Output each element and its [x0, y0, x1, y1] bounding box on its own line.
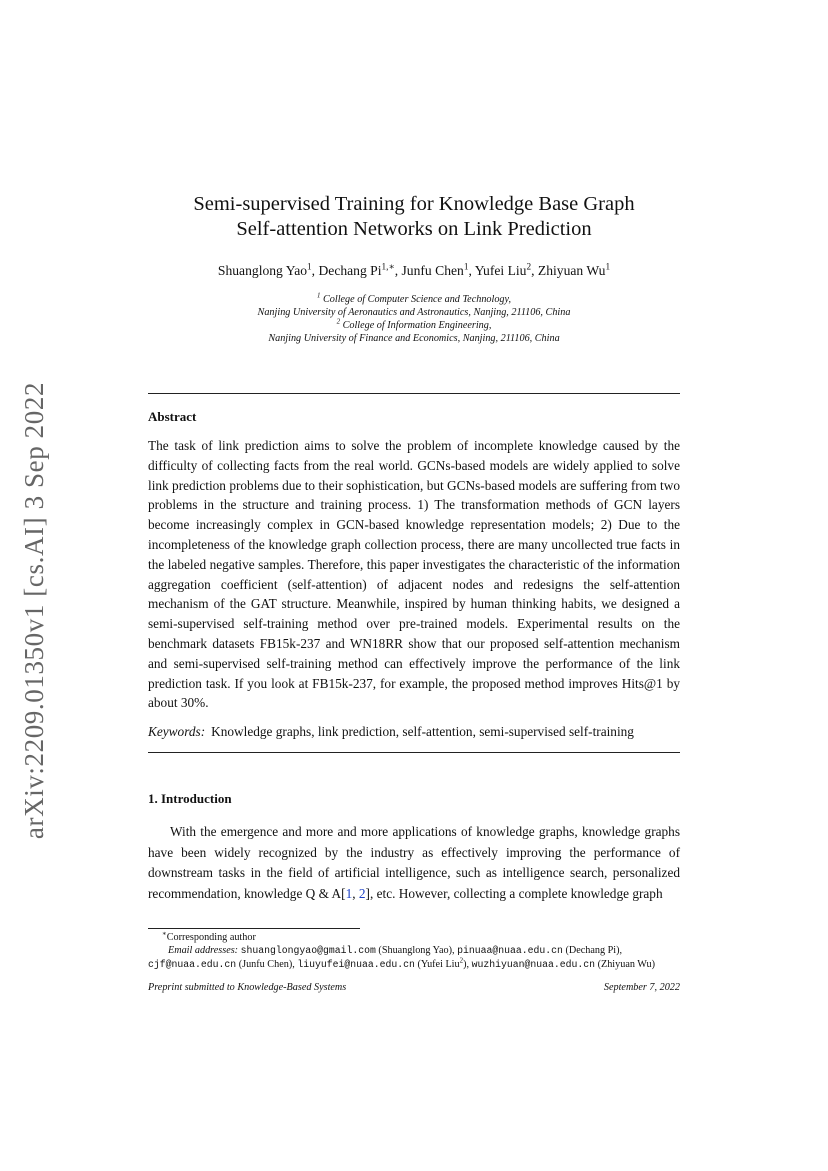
abstract-text: The task of link prediction aims to solve the problem of incomplete knowledge caused by the difficulty of collecting facts from the real world. GCNs-based models are widely applied to solve link prediction problems due to their sophistication, but GCNs-based models are suffering from two problems in the structure and training process. 1) The transformation methods of GCN layers become increasingly complex in GCN-based knowledge representation models; 2) Due to the incompleteness of the knowledge graph collection process, there are many uncollected true facts in the labeled negative samples. Therefore, this paper investigates the characteristic of the information aggregation coefficient (self-attention) of adjacent nodes and redesigns the self-attention mechanism of the GAT structure. Meanwhile, inspired by human thinking habits, we designed a semi-supervised self-training method over pre-trained models. Experimental results on the benchmark datasets FB15k-237 and WN18RR show that our proposed self-attention mechanism and semi-supervised self-training method can effectively improve the performance of the link prediction task. If you look at FB15k-237, for example, the proposed method improves Hits@1 by about 30%. — [148, 438, 680, 711]
citation-bracket: ] — [365, 885, 370, 901]
citation-separator: , — [352, 885, 359, 901]
footnote-mark: ∗ — [162, 930, 167, 938]
author-affil-mark: 1 — [463, 261, 469, 272]
arxiv-identifier-stamp — [6, 378, 64, 843]
email-label: Email addresses: — [168, 945, 239, 957]
email-address: wuzhiyuan@nuaa.edu.cn — [471, 958, 596, 970]
author-name: Zhiyuan Wu — [537, 263, 606, 278]
footnote-rule — [148, 928, 360, 929]
author-affil-mark: 1 — [605, 261, 611, 272]
abstract-bottom-rule — [148, 752, 680, 753]
corresponding-author-note — [148, 931, 680, 944]
keywords-label: Keywords: — [148, 724, 206, 739]
affiliation-2-line-1 — [148, 319, 680, 332]
author-affil-mark: 1 — [307, 261, 312, 272]
author-name: Yufei Liu — [474, 263, 527, 278]
email-addresses-line — [148, 944, 680, 957]
footnotes — [148, 931, 680, 971]
abstract-heading: Abstract — [148, 409, 197, 424]
email-addresses-line — [148, 958, 680, 971]
author-affil-mark: 2 — [526, 261, 532, 272]
affiliation-dept: College of Information Engineering, — [342, 320, 492, 331]
citation-bracket: [ — [341, 885, 346, 901]
page-footer — [148, 982, 680, 993]
email-address: cjf@nuaa.edu.cn — [148, 958, 237, 970]
author-list: Shuanglong Yao$^1$, Dechang $Pi^{1,∗}$, Junfu Chen$^1$, Yufei Liu$^2$, Zhiyuan Wu$^1$ — [217, 261, 611, 278]
citation-link-1[interactable]: 1 — [345, 885, 353, 901]
citation-link-2[interactable]: 2 — [358, 885, 366, 901]
intro-text: With the emergence and more and more applications of knowledge graphs, knowledge graphs have been widely recognized by the industry as effectively improving the performance of downstream tasks in the field of artificial intelligence, such as intelligence search, personalized recommendation, knowledge Q & A — [148, 824, 680, 901]
paper-title — [148, 192, 680, 242]
section-heading-introduction: 1. Introduction — [148, 791, 232, 806]
author-name: Dechang Pi — [318, 263, 382, 278]
keywords — [148, 722, 680, 741]
affiliation-dept: College of Computer Science and Technology, — [322, 294, 512, 305]
intro-text-continued: , etc. However, collecting a complete knowledge graph — [369, 885, 663, 901]
introduction-paragraph — [148, 822, 680, 904]
author-name: Junfu Chen — [401, 263, 464, 278]
email-owner-affil-mark: 2 — [459, 957, 464, 965]
email-owner: (Yufei Liu — [417, 958, 460, 970]
affiliation-mark: 1 — [316, 292, 321, 300]
affiliations — [148, 293, 680, 345]
affiliation-2-line-2: Nanjing University of Finance and Economics, Nanjing, 211106, China — [268, 333, 560, 344]
email-address: shuanglongyao@gmail.com — [240, 945, 376, 957]
preprint-date: September 7, 2022 — [603, 982, 680, 993]
email-owner-close: ), — [463, 958, 470, 970]
email-owner: (Shuanglong Yao), — [378, 945, 455, 957]
email-address: liuyufei@nuaa.edu.cn — [297, 958, 415, 970]
preprint-journal: Preprint submitted to Knowledge-Based Systems — [148, 982, 347, 993]
title-line-2: Self-attention Networks on Link Prediction — [236, 218, 592, 240]
affiliation-mark: 2 — [336, 318, 341, 326]
email-address: pinuaa@nuaa.edu.cn — [457, 945, 563, 957]
author-name: Shuanglong Yao — [217, 263, 308, 278]
email-owner: (Dechang Pi), — [565, 945, 623, 957]
arxiv-identifier-text: arXiv:2209.01350v1 [cs.AI] 3 Sep 2022 — [19, 381, 50, 840]
email-owner: (Zhiyuan Wu) — [597, 958, 655, 970]
affiliation-1-line-2: Nanjing University of Aeronautics and Astronautics, Nanjing, 211106, China — [257, 307, 571, 318]
email-owner: (Junfu Chen), — [238, 958, 295, 970]
author-affil-mark: 1,∗ — [381, 261, 395, 272]
corresponding-author-text: Corresponding author — [166, 932, 256, 943]
title-line-1: Semi-supervised Training for Knowledge Base Graph — [193, 193, 635, 215]
affiliation-1-line-1 — [148, 293, 680, 306]
abstract-top-rule — [148, 393, 680, 394]
keywords-text: Knowledge graphs, link prediction, self-attention, semi-supervised self-training — [211, 724, 634, 739]
